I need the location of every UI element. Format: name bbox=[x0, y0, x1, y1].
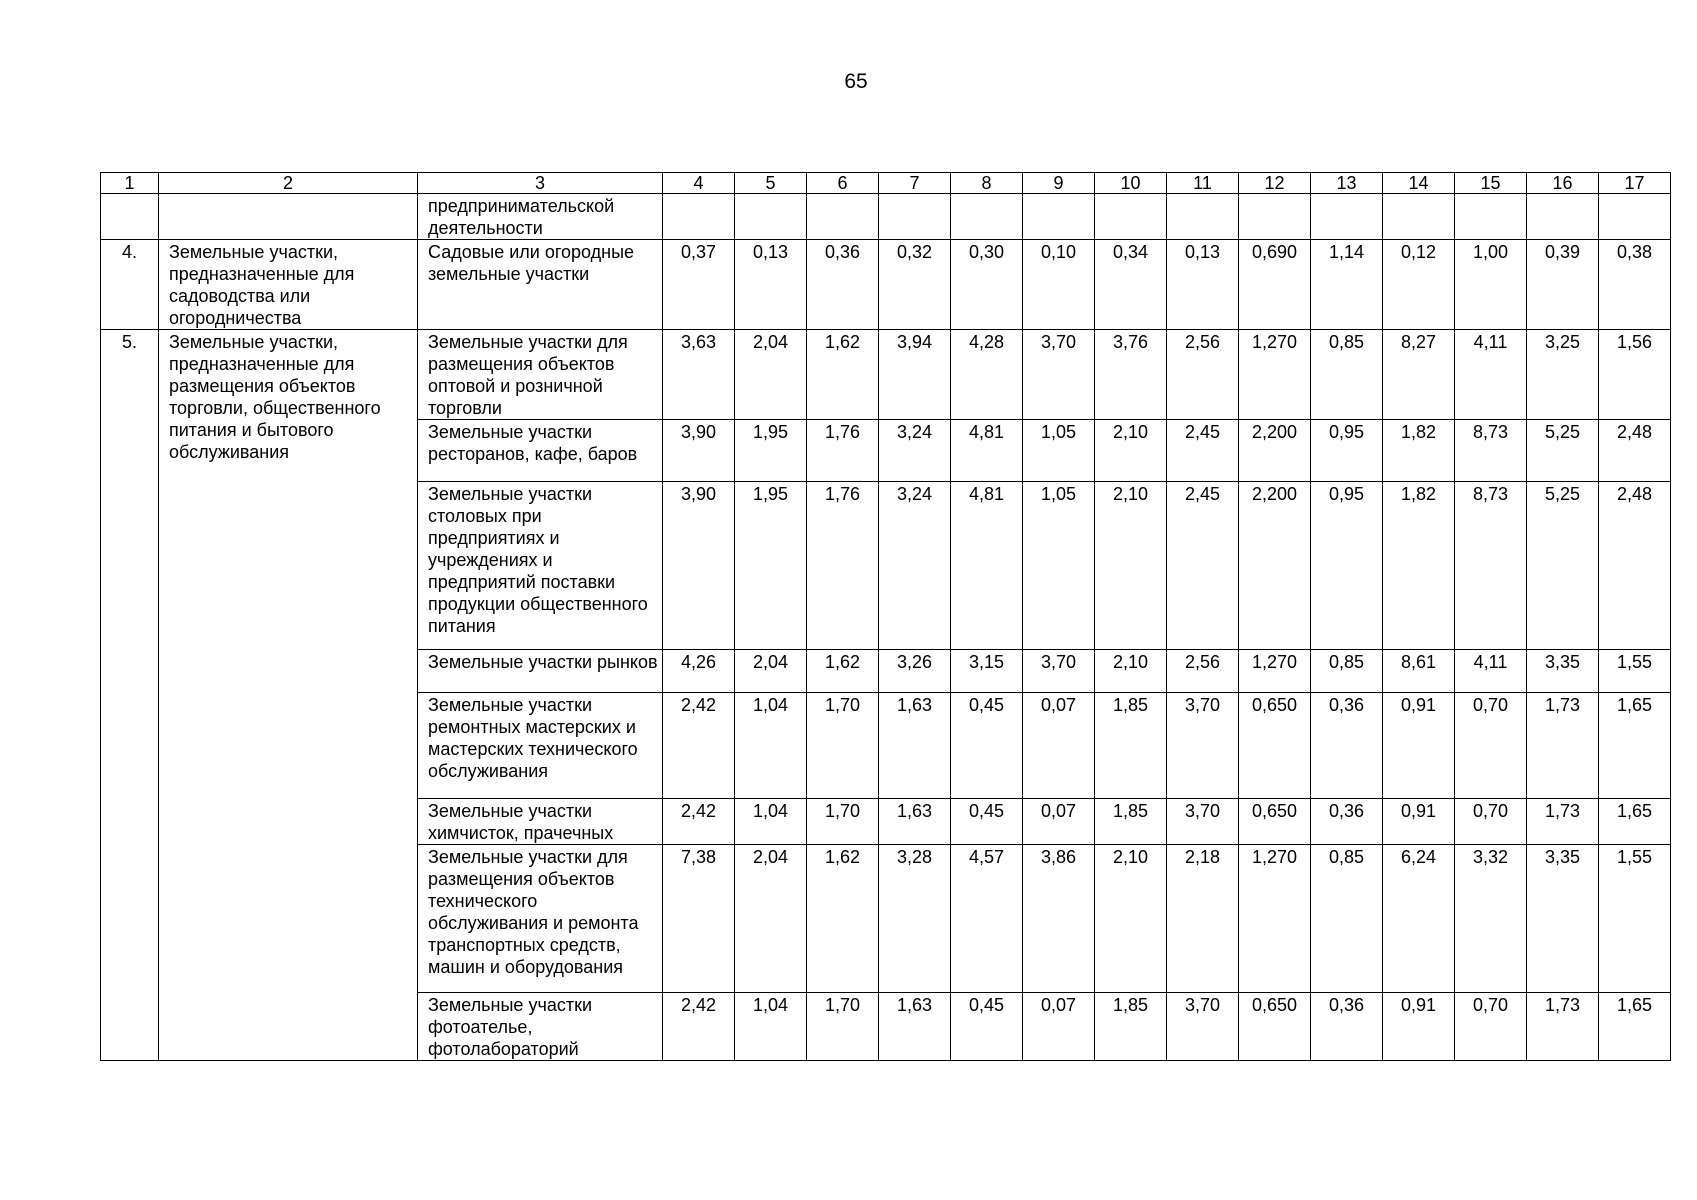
value-cell: 4,11 bbox=[1455, 330, 1527, 420]
value-cell: 3,90 bbox=[663, 482, 735, 650]
value-cell: 1,04 bbox=[735, 693, 807, 799]
value-cell: 2,10 bbox=[1095, 650, 1167, 693]
value-cell: 0,07 bbox=[1023, 693, 1095, 799]
value-cell: 1,62 bbox=[807, 330, 879, 420]
value-cell: 0,690 bbox=[1239, 240, 1311, 330]
value-cell: 1,85 bbox=[1095, 993, 1167, 1061]
table-row bbox=[101, 240, 1671, 330]
description-cell: Земельные участки химчисток, прачечных bbox=[418, 799, 663, 845]
value-cell: 0,70 bbox=[1455, 693, 1527, 799]
value-cell: 0,85 bbox=[1311, 650, 1383, 693]
value-cell: 8,73 bbox=[1455, 420, 1527, 482]
value-cell: 0,32 bbox=[879, 240, 951, 330]
value-cell: 3,63 bbox=[663, 330, 735, 420]
value-cell: 2,42 bbox=[663, 993, 735, 1061]
column-number-cell: 7 bbox=[879, 173, 951, 194]
value-cell: 3,24 bbox=[879, 420, 951, 482]
value-cell: 1,73 bbox=[1527, 693, 1599, 799]
value-cell: 1,73 bbox=[1527, 993, 1599, 1061]
value-cell: 1,63 bbox=[879, 693, 951, 799]
value-cell: 0,91 bbox=[1383, 993, 1455, 1061]
value-cell: 2,45 bbox=[1167, 420, 1239, 482]
value-cell: 5,25 bbox=[1527, 420, 1599, 482]
value-cell: 0,12 bbox=[1383, 240, 1455, 330]
value-cell bbox=[1311, 194, 1383, 240]
value-cell: 0,45 bbox=[951, 693, 1023, 799]
page-number: 65 bbox=[844, 70, 868, 93]
value-cell: 3,70 bbox=[1167, 693, 1239, 799]
value-cell: 2,10 bbox=[1095, 482, 1167, 650]
column-number-cell: 17 bbox=[1599, 173, 1671, 194]
value-cell: 1,76 bbox=[807, 482, 879, 650]
value-cell: 4,28 bbox=[951, 330, 1023, 420]
value-cell: 0,70 bbox=[1455, 799, 1527, 845]
value-cell: 1,95 bbox=[735, 420, 807, 482]
value-cell: 0,13 bbox=[735, 240, 807, 330]
value-cell: 3,76 bbox=[1095, 330, 1167, 420]
value-cell: 0,36 bbox=[1311, 693, 1383, 799]
row-number-cell bbox=[101, 194, 159, 240]
description-cell: Земельные участки для размещения объектов оптовой и розничной торговли bbox=[418, 330, 663, 420]
value-cell: 0,30 bbox=[951, 240, 1023, 330]
column-number-cell: 13 bbox=[1311, 173, 1383, 194]
value-cell: 6,24 bbox=[1383, 845, 1455, 993]
value-cell: 4,57 bbox=[951, 845, 1023, 993]
value-cell: 1,65 bbox=[1599, 693, 1671, 799]
value-cell: 1,270 bbox=[1239, 650, 1311, 693]
category-cell bbox=[159, 194, 418, 240]
column-number-cell: 9 bbox=[1023, 173, 1095, 194]
value-cell: 2,56 bbox=[1167, 650, 1239, 693]
value-cell bbox=[951, 194, 1023, 240]
value-cell: 2,200 bbox=[1239, 420, 1311, 482]
value-cell: 4,26 bbox=[663, 650, 735, 693]
value-cell: 3,25 bbox=[1527, 330, 1599, 420]
value-cell: 0,34 bbox=[1095, 240, 1167, 330]
value-cell: 1,62 bbox=[807, 845, 879, 993]
value-cell: 3,70 bbox=[1023, 330, 1095, 420]
column-number-cell: 15 bbox=[1455, 173, 1527, 194]
description-cell: Земельные участки ресторанов, кафе, баров bbox=[418, 420, 663, 482]
column-number-cell: 1 bbox=[101, 173, 159, 194]
value-cell: 1,55 bbox=[1599, 845, 1671, 993]
table-body bbox=[101, 173, 1671, 1061]
table-row bbox=[101, 194, 1671, 240]
value-cell: 3,70 bbox=[1167, 799, 1239, 845]
column-number-cell: 3 bbox=[418, 173, 663, 194]
value-cell: 1,85 bbox=[1095, 799, 1167, 845]
description-cell: предпринимательской деятельности bbox=[418, 194, 663, 240]
value-cell: 2,04 bbox=[735, 650, 807, 693]
value-cell: 0,95 bbox=[1311, 482, 1383, 650]
value-cell: 1,55 bbox=[1599, 650, 1671, 693]
value-cell: 2,42 bbox=[663, 693, 735, 799]
value-cell: 0,36 bbox=[807, 240, 879, 330]
value-cell: 5,25 bbox=[1527, 482, 1599, 650]
value-cell: 1,82 bbox=[1383, 482, 1455, 650]
value-cell: 0,07 bbox=[1023, 799, 1095, 845]
value-cell: 1,05 bbox=[1023, 420, 1095, 482]
value-cell: 1,70 bbox=[807, 693, 879, 799]
value-cell: 8,73 bbox=[1455, 482, 1527, 650]
value-cell: 2,04 bbox=[735, 330, 807, 420]
value-cell bbox=[879, 194, 951, 240]
value-cell: 2,10 bbox=[1095, 845, 1167, 993]
value-cell bbox=[1455, 194, 1527, 240]
value-cell: 1,70 bbox=[807, 799, 879, 845]
description-cell: Садовые или огородные земельные участки bbox=[418, 240, 663, 330]
value-cell: 0,95 bbox=[1311, 420, 1383, 482]
value-cell: 0,13 bbox=[1167, 240, 1239, 330]
value-cell: 0,37 bbox=[663, 240, 735, 330]
value-cell: 3,28 bbox=[879, 845, 951, 993]
value-cell: 2,45 bbox=[1167, 482, 1239, 650]
description-cell: Земельные участки для размещения объектов технического обслуживания и ремонта транспортных средств, машин и оборудования bbox=[418, 845, 663, 993]
value-cell: 1,85 bbox=[1095, 693, 1167, 799]
value-cell: 8,27 bbox=[1383, 330, 1455, 420]
column-number-cell: 5 bbox=[735, 173, 807, 194]
value-cell: 0,07 bbox=[1023, 993, 1095, 1061]
value-cell: 7,38 bbox=[663, 845, 735, 993]
value-cell: 1,76 bbox=[807, 420, 879, 482]
value-cell: 3,90 bbox=[663, 420, 735, 482]
value-cell: 0,91 bbox=[1383, 799, 1455, 845]
value-cell: 0,91 bbox=[1383, 693, 1455, 799]
value-cell: 1,05 bbox=[1023, 482, 1095, 650]
category-cell: Земельные участки, предназначенные для размещения объектов торговли, общественного питания и бытового обслуживания bbox=[159, 330, 418, 1061]
value-cell: 2,04 bbox=[735, 845, 807, 993]
value-cell: 1,63 bbox=[879, 799, 951, 845]
value-cell: 2,200 bbox=[1239, 482, 1311, 650]
value-cell bbox=[663, 194, 735, 240]
value-cell: 0,36 bbox=[1311, 993, 1383, 1061]
value-cell: 2,18 bbox=[1167, 845, 1239, 993]
value-cell: 1,65 bbox=[1599, 993, 1671, 1061]
value-cell bbox=[1383, 194, 1455, 240]
value-cell: 3,70 bbox=[1023, 650, 1095, 693]
value-cell bbox=[1095, 194, 1167, 240]
value-cell: 0,70 bbox=[1455, 993, 1527, 1061]
value-cell: 1,62 bbox=[807, 650, 879, 693]
column-number-row bbox=[101, 173, 1671, 194]
value-cell: 0,36 bbox=[1311, 799, 1383, 845]
value-cell: 2,42 bbox=[663, 799, 735, 845]
value-cell: 0,85 bbox=[1311, 330, 1383, 420]
value-cell: 1,56 bbox=[1599, 330, 1671, 420]
description-cell: Земельные участки фотоателье, фотолабораторий bbox=[418, 993, 663, 1061]
value-cell: 2,56 bbox=[1167, 330, 1239, 420]
value-cell: 0,10 bbox=[1023, 240, 1095, 330]
column-number-cell: 10 bbox=[1095, 173, 1167, 194]
value-cell: 3,70 bbox=[1167, 993, 1239, 1061]
value-cell bbox=[1239, 194, 1311, 240]
column-number-cell: 12 bbox=[1239, 173, 1311, 194]
description-cell: Земельные участки столовых при предприятиях и учреждениях и предприятий поставки продукции общественного питания bbox=[418, 482, 663, 650]
column-number-cell: 2 bbox=[159, 173, 418, 194]
value-cell: 1,04 bbox=[735, 799, 807, 845]
value-cell bbox=[1023, 194, 1095, 240]
value-cell: 3,35 bbox=[1527, 845, 1599, 993]
value-cell: 4,81 bbox=[951, 482, 1023, 650]
column-number-cell: 4 bbox=[663, 173, 735, 194]
value-cell: 3,26 bbox=[879, 650, 951, 693]
value-cell: 1,70 bbox=[807, 993, 879, 1061]
value-cell: 2,10 bbox=[1095, 420, 1167, 482]
value-cell: 3,86 bbox=[1023, 845, 1095, 993]
value-cell: 3,32 bbox=[1455, 845, 1527, 993]
row-number-cell: 4. bbox=[101, 240, 159, 330]
value-cell bbox=[1599, 194, 1671, 240]
value-cell bbox=[1167, 194, 1239, 240]
value-cell bbox=[735, 194, 807, 240]
value-cell: 1,73 bbox=[1527, 799, 1599, 845]
value-cell: 0,85 bbox=[1311, 845, 1383, 993]
column-number-cell: 6 bbox=[807, 173, 879, 194]
value-cell: 1,270 bbox=[1239, 330, 1311, 420]
value-cell: 2,48 bbox=[1599, 420, 1671, 482]
value-cell: 1,65 bbox=[1599, 799, 1671, 845]
column-number-cell: 11 bbox=[1167, 173, 1239, 194]
description-cell: Земельные участки ремонтных мастерских и мастерских технического обслуживания bbox=[418, 693, 663, 799]
value-cell: 0,650 bbox=[1239, 693, 1311, 799]
value-cell: 2,48 bbox=[1599, 482, 1671, 650]
value-cell: 1,14 bbox=[1311, 240, 1383, 330]
value-cell: 0,45 bbox=[951, 799, 1023, 845]
row-number-cell: 5. bbox=[101, 330, 159, 1061]
column-number-cell: 14 bbox=[1383, 173, 1455, 194]
value-cell: 1,63 bbox=[879, 993, 951, 1061]
coefficients-table bbox=[100, 172, 1671, 1061]
category-cell: Земельные участки, предназначенные для садоводства или огородничества bbox=[159, 240, 418, 330]
value-cell: 3,35 bbox=[1527, 650, 1599, 693]
value-cell: 0,650 bbox=[1239, 799, 1311, 845]
value-cell: 0,45 bbox=[951, 993, 1023, 1061]
table-row bbox=[101, 330, 1671, 420]
description-cell: Земельные участки рынков bbox=[418, 650, 663, 693]
value-cell: 1,270 bbox=[1239, 845, 1311, 993]
value-cell: 1,82 bbox=[1383, 420, 1455, 482]
value-cell bbox=[807, 194, 879, 240]
value-cell: 3,94 bbox=[879, 330, 951, 420]
value-cell: 4,81 bbox=[951, 420, 1023, 482]
value-cell: 1,04 bbox=[735, 993, 807, 1061]
value-cell: 1,00 bbox=[1455, 240, 1527, 330]
value-cell: 0,38 bbox=[1599, 240, 1671, 330]
value-cell: 3,15 bbox=[951, 650, 1023, 693]
column-number-cell: 16 bbox=[1527, 173, 1599, 194]
value-cell: 8,61 bbox=[1383, 650, 1455, 693]
value-cell: 3,24 bbox=[879, 482, 951, 650]
value-cell: 4,11 bbox=[1455, 650, 1527, 693]
value-cell: 1,95 bbox=[735, 482, 807, 650]
value-cell bbox=[1527, 194, 1599, 240]
column-number-cell: 8 bbox=[951, 173, 1023, 194]
value-cell: 0,39 bbox=[1527, 240, 1599, 330]
value-cell: 0,650 bbox=[1239, 993, 1311, 1061]
